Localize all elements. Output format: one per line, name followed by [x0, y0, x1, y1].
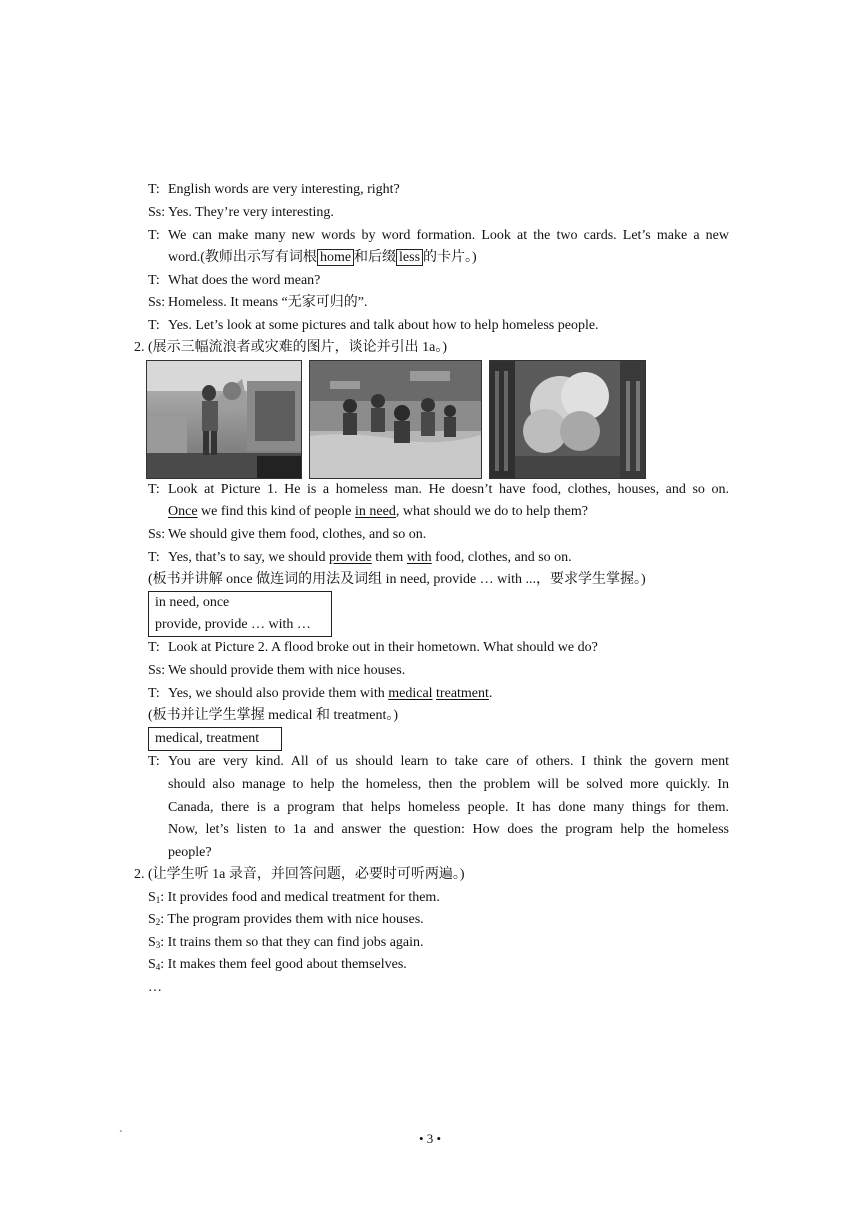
speaker-number: 1: [155, 895, 161, 905]
key-word-once: Once: [168, 504, 198, 519]
board-line: in need, once: [155, 595, 230, 610]
utterance: We should provide them with nice houses.: [168, 663, 406, 678]
text: them: [371, 550, 407, 565]
utterance: Yes. Let’s look at some pictures and talk about how to help homeless people.: [168, 318, 599, 333]
key-phrase-in-need: in need: [355, 504, 396, 519]
speaker: Ss:: [148, 295, 166, 310]
text: , what should we do to help them?: [395, 504, 588, 519]
board-line: provide, provide … with …: [155, 617, 311, 632]
answer-text: : It makes them feel good about themselves.: [160, 957, 407, 972]
teacher-note: (板书并让学生掌握 medical 和 treatment。): [148, 708, 398, 723]
utterance: English words are very interesting, right?: [168, 182, 400, 197]
answer-line: [148, 909, 424, 933]
speaker: S: [148, 890, 156, 905]
speaker: T:: [148, 550, 160, 565]
speaker-number: 4: [155, 962, 161, 972]
speaker: Ss:: [148, 205, 166, 220]
speaker: S: [148, 957, 156, 972]
utterance-continuation: should also manage to help the homeless, then the problem will be solved more quickly. In: [168, 777, 729, 792]
speaker: T:: [148, 273, 160, 288]
utterance: Homeless. It means “无家可归的”.: [168, 295, 368, 310]
answer-text: : It trains them so that they can find jobs again.: [160, 935, 424, 950]
text: .: [488, 686, 493, 701]
utterance: [168, 683, 492, 705]
speaker: T:: [148, 686, 160, 701]
speaker: S: [148, 912, 156, 927]
speaker: T:: [148, 318, 160, 333]
step-heading: 2. (让学生听 1a 录音，并回答问题，必要时可听两遍。): [134, 867, 465, 882]
text: food, clothes, and so on.: [431, 550, 572, 565]
utterance-continuation: Now, let’s listen to 1a and answer the question: How does the program help the homeless: [168, 822, 729, 837]
blackboard-box-1: [148, 591, 332, 637]
board-line: medical, treatment: [155, 731, 260, 746]
speaker: Ss:: [148, 527, 166, 542]
utterance: Yes. They’re very interesting.: [168, 205, 334, 220]
speaker: T:: [148, 482, 160, 497]
teacher-note: (板书并讲解 once 做连词的用法及词组 in need, provide … with ...，要求学生掌握。): [148, 572, 646, 587]
text: 的卡片。): [423, 250, 477, 265]
speaker-number: 2: [155, 917, 161, 927]
flood-photo: [309, 360, 482, 479]
utterance: We should give them food, clothes, and so on.: [168, 527, 427, 542]
answer-line: [148, 932, 424, 956]
utterance: We can make many new words by word formation. Look at the two cards. Let’s make a new: [168, 228, 729, 243]
speaker: T:: [148, 754, 160, 769]
speaker: T:: [148, 640, 160, 655]
key-word-medical: medical: [388, 686, 433, 701]
homeless-person-photo: [146, 360, 302, 479]
key-word-with: with: [406, 550, 432, 565]
ellipsis: …: [148, 980, 162, 995]
word-card-home: home: [317, 249, 354, 266]
footer-mark: `: [119, 1129, 123, 1141]
disaster-smoke-photo: [489, 360, 646, 479]
step-heading: 2. (展示三幅流浪者或灾难的图片，谈论并引出 1a。): [134, 340, 448, 355]
utterance-continuation: [168, 501, 588, 523]
utterance: What does the word mean?: [168, 273, 321, 288]
text: Yes, that’s to say, we should: [168, 550, 330, 565]
answer-line: [148, 887, 440, 911]
speaker-number: 3: [155, 940, 161, 950]
utterance: [168, 547, 572, 569]
utterance-continuation: people?: [168, 845, 212, 860]
utterance: You are very kind. All of us should learn to take care of others. I think the govern ment: [168, 754, 729, 769]
text: word.(教师出示写有词根: [168, 250, 317, 265]
key-word-provide: provide: [329, 550, 372, 565]
key-word-treatment: treatment: [436, 686, 489, 701]
text: we find this kind of people: [197, 504, 356, 519]
speaker: T:: [148, 182, 160, 197]
text: Yes, we should also provide them with: [168, 686, 389, 701]
speaker: S: [148, 935, 156, 950]
utterance: Look at Picture 1. He is a homeless man. He doesn’t have food, clothes, houses, and so on.: [168, 482, 729, 497]
answer-line: [148, 954, 407, 978]
speaker: T:: [148, 228, 160, 243]
utterance-continuation: Canada, there is a program that helps homeless people. It has done many things for them.: [168, 800, 729, 815]
text: 和后缀: [354, 250, 397, 265]
blackboard-box-2: [148, 727, 282, 751]
answer-text: : The program provides them with nice houses.: [160, 912, 424, 927]
utterance-continuation: [168, 247, 477, 269]
utterance: Look at Picture 2. A flood broke out in their hometown. What should we do?: [168, 640, 598, 655]
speaker: Ss:: [148, 663, 166, 678]
page-number: • 3 •: [418, 1131, 442, 1146]
word-card-less: less: [396, 249, 423, 266]
answer-text: : It provides food and medical treatment for them.: [160, 890, 440, 905]
